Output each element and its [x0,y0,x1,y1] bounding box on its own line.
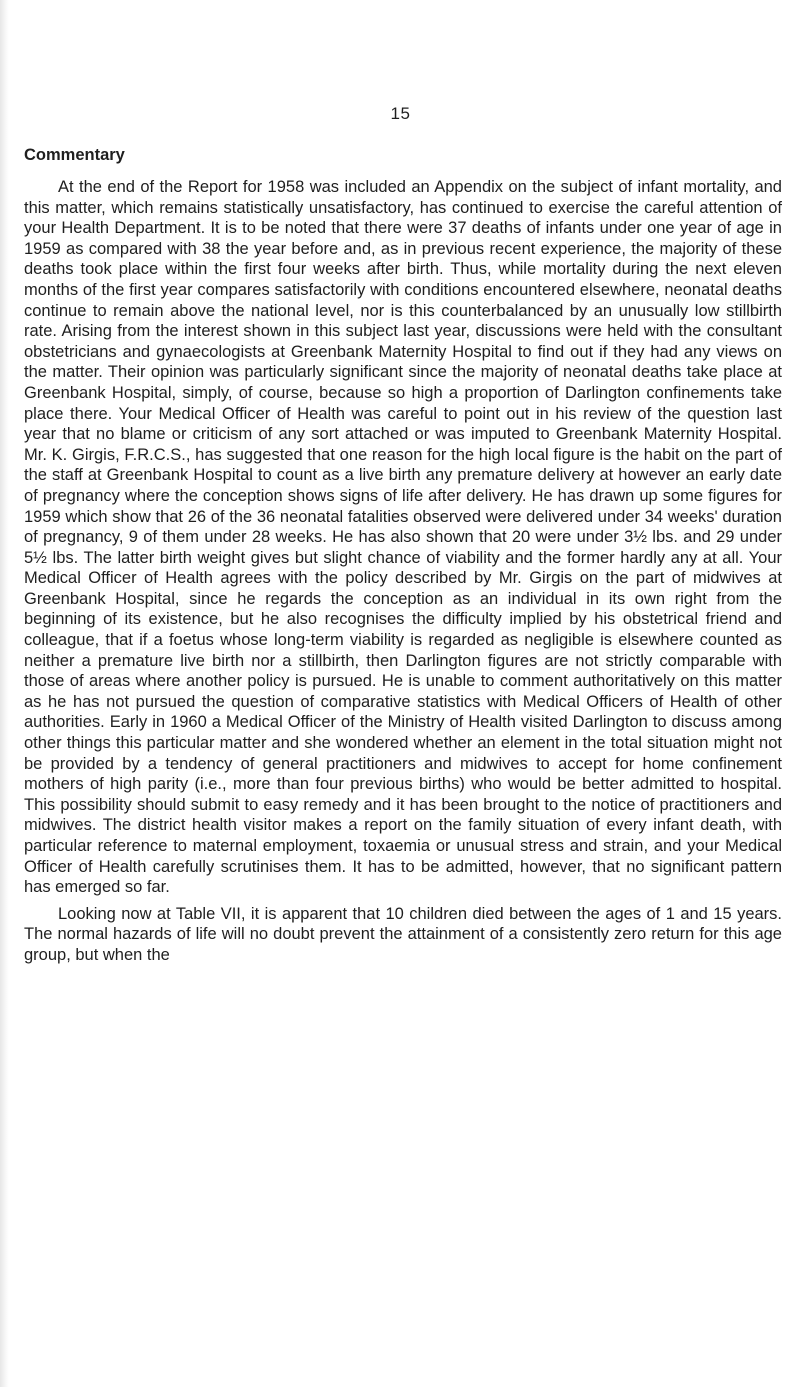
paragraph-infant-mortality: At the end of the Report for 1958 was included an Appendix on the subject of infant mortality, and this matter, which remains statistically unsatisfactory, has continued to exercise the careful attention of your Health Department. It is to be noted that there were 37 deaths of infants under one year of age in 1959 as compared with 38 the year before and, as in previous recent experience, the majority of these deaths took place within the first four weeks after birth. Thus, while mortality during the next eleven months of the first year compares satisfactorily with conditions encountered elsewhere, neonatal deaths continue to remain above the national level, nor is this counterbalanced by an unusually low stillbirth rate. Arising from the interest shown in this subject last year, discussions were held with the consultant obstetricians and gynaecologists at Greenbank Maternity Hospital to find out if they had any views on the matter. Their opinion was particularly significant since the majority of neonatal deaths take place at Greenbank Hospital, simply, of course, because so high a proportion of Darlington confinements take place there. Your Medical Officer of Health was careful to point out in his review of the question last year that no blame or criticism of any sort attached or was imputed to Greenbank Maternity Hospital. Mr. K. Girgis, F.R.C.S., has suggested that one reason for the high local figure is the habit on the part of the staff at Greenbank Hospital to count as a live birth any premature delivery at however an early date of pregnancy where the conception shows signs of life after delivery. He has drawn up some figures for 1959 which show that 26 of the 36 neonatal fatalities observed were delivered under 34 weeks' duration of pregnancy, 9 of them under 28 weeks. He has also shown that 20 were under 3½ lbs. and 29 under 5½ lbs. The latter birth weight gives but slight chance of viability and the former hardly any at all. Your Medical Officer of Health agrees with the policy described by Mr. Girgis on the part of midwives at Greenbank Hospital, since he regards the conception as an individual in its own right from the beginning of its existence, but he also recognises the difficulty implied by his obstetrical friend and colleague, that if a foetus whose long-term viability is regarded as negligible is elsewhere counted as neither a premature live birth nor a stillbirth, then Darlington figures are not strictly comparable with those of areas where another policy is pursued. He is unable to comment authoritatively on this matter as he has not pursued the question of comparative statistics with Medical Officers of Health of other authorities. Early in 1960 a Medical Officer of the Ministry of Health visited Darlington to discuss among other things this particular matter and she wondered whether an element in the total situation might not be provided by a tendency of general practitioners and midwives to accept for home confinement mothers of high parity (i.e., more than four previous births) who would be better admitted to hospital. This possibility should submit to easy remedy and it has been brought to the notice of practitioners and midwives. The district health visitor makes a report on the family situation of every infant death, with particular reference to maternal employment, toxaemia or unusual stress and strain, and your Medical Officer of Health carefully scrutinises them. It has to be admitted, however, that no significant pattern has emerged so far. [24,178,782,897]
paragraph-table-vii: Looking now at Table VII, it is apparent that 10 children died between the ages of 1 and 15 years. The normal hazards of life will no doubt prevent the attainment of a consistently zero return for this age group, but when the [24,904,782,964]
page-number: 15 [390,104,411,123]
body-text [24,177,782,966]
scan-edge [0,0,9,1387]
section-heading: Commentary [24,146,125,164]
